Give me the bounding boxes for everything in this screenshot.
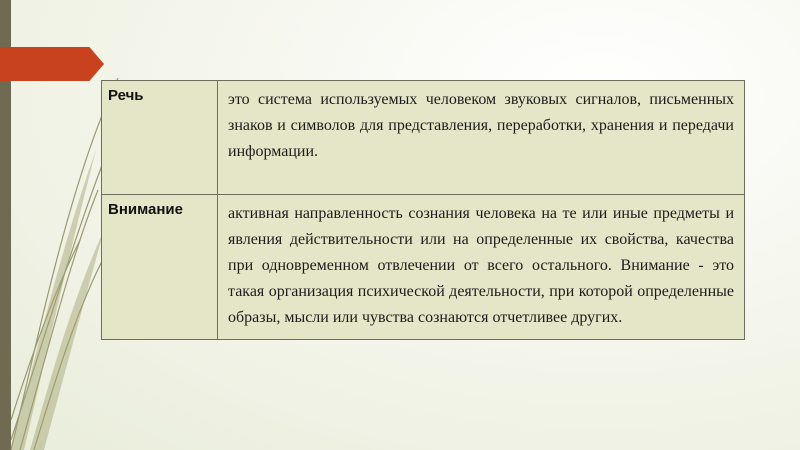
title-marker-tab	[0, 47, 104, 81]
definitions-table	[101, 80, 745, 340]
table-row	[102, 195, 745, 340]
definition-cell: активная направленность сознания человека на те или иные предметы и явления действительности или на определенные их свойства, качества при одновременном отвлечении от всего остального. Внимание - это такая организация психической деятельности, при которой определенные образы, мысли или чувства сознаются отчетливее других.	[218, 195, 745, 340]
term-cell: Речь	[102, 81, 218, 195]
table-row	[102, 81, 745, 195]
definition-cell: это система используемых человеком звуковых сигналов, письменных знаков и символов для представления, переработки, хранения и передачи информации.	[218, 81, 745, 195]
term-cell: Внимание	[102, 195, 218, 340]
